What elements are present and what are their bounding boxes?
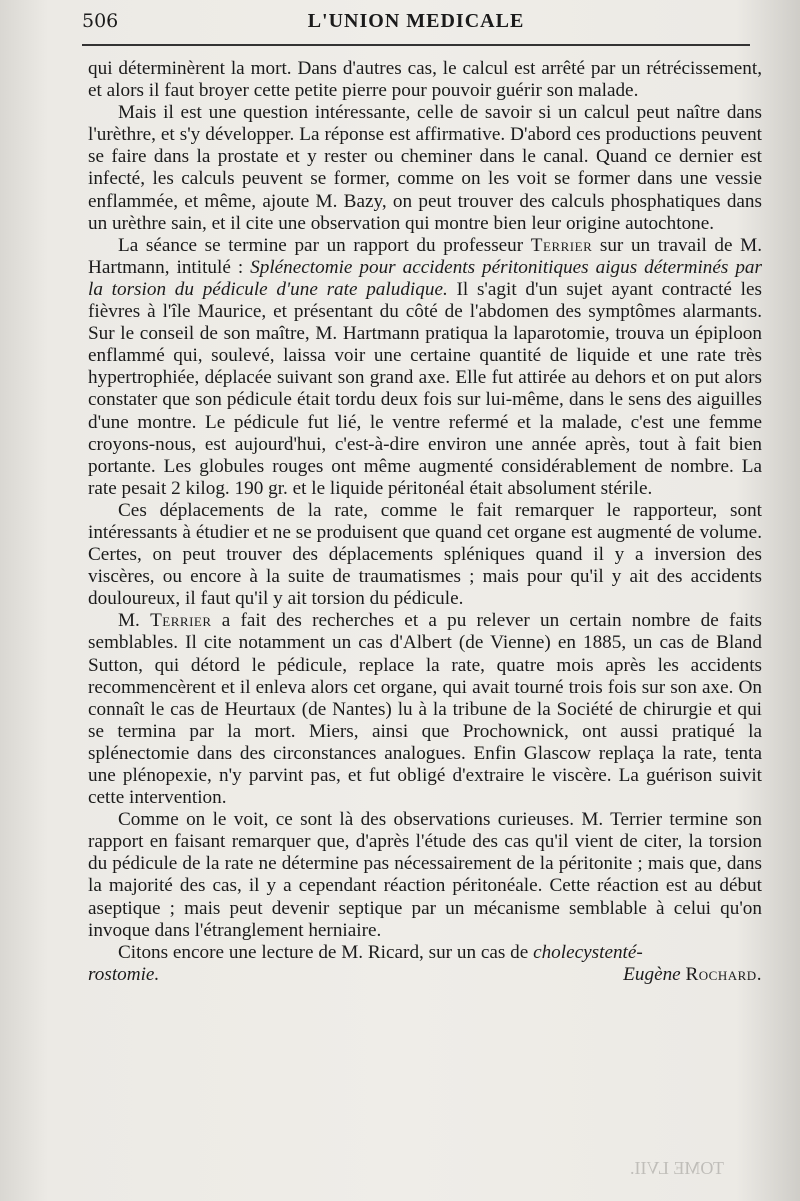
- paragraph-text: Comme on le voit, ce sont là des observations curieuses. M. Terrier termine son rapport en faisant remarquer que, d'après l'étude des cas qu'il vient de citer, la torsion du pédicule de la rate ne détermine pas nécessairement de la péritonite ; mais que, dans la majorité des cas, il y a cependant réaction péritonéale. Cette réaction est au début aseptique ; mais peut devenir septique par un mécanisme semblable à celui qu'on invoque dans l'étranglement herniaire.: [88, 809, 762, 941]
- paragraph-5: [88, 610, 762, 809]
- running-header: [82, 10, 750, 40]
- journal-title: L'UNION MEDICALE: [307, 10, 525, 32]
- cited-procedure: cholecystenté-: [533, 941, 643, 963]
- paragraph-2: [88, 102, 762, 235]
- paragraph-1: [88, 58, 762, 102]
- paragraph-7: [88, 942, 762, 964]
- paragraph-6: [88, 809, 762, 942]
- article-body: [88, 58, 762, 986]
- author-name-terrier: Terrier: [150, 610, 212, 632]
- author-name-terrier: Terrier: [530, 234, 593, 256]
- page-number: 506: [82, 10, 119, 32]
- signature-surname: Rochard.: [685, 963, 762, 985]
- paragraph-4: [88, 500, 762, 610]
- signature-line: [88, 964, 762, 986]
- paragraph-text: sur un travail de M. Hartmann, intitulé :: [88, 234, 762, 278]
- signature: [623, 964, 762, 986]
- signature-first-name: Eugène: [623, 963, 686, 985]
- cited-procedure-end: rostomie.: [88, 963, 160, 985]
- paragraph-text: Ces déplacements de la rate, comme le fait remarquer le rapporteur, sont intéressants à étudier et ne se produisent que quand cet organe est augmenté de volume. Certes, on peut trouver des déplacements spléniques quand il y a inversion des viscères, ou encore à la suite de traumatismes ; mais pour qu'il y ait des accidents douloureux, il faut qu'il y ait torsion du pédicule.: [88, 499, 762, 610]
- paragraph-text: Mais il est une question intéressante, celle de savoir si un calcul peut naître dans l'urèthre, et s'y développer. La réponse est affirmative. D'abord ces productions peuvent se faire dans la prostate et y rester ou cheminer dans le canal. Quand ce dernier est infecté, les calculs peuvent se former, comme on les voit se former dans une vessie enflammée, et même, ajoute M. Bazy, on peut trouver des calculs phosphatiques dans un urèthre sain, et il cite une observation qui montre bien leur origine autochtone.: [88, 102, 762, 234]
- paragraph-text: a fait des recherches et a pu relever un certain nombre de faits semblables. Il cite notamment un cas d'Albert (de Vienne) en 1885, un cas de Bland Sutton, qui détord le pédicule, replace la rate, quatre mois après les accidents recommencèrent et il enleva alors cet organe, qui avait tourné trois fois sur son axe. On connaît le cas de Heurtaux (de Nantes) lu à la tribune de la Société de chirurgie et qui se termina par la mort. Miers, ainsi que Prochownick, ont aussi pratiqué la splénectomie dans des circonstances analogues. Enfin Glascow replaça la rate, tenta une plénopexie, n'y parvint pas, et fut obligé d'extraire le viscère. La guérison suivit cette intervention.: [88, 610, 762, 809]
- cited-title: Splénectomie pour accidents péritonitiques aigus déterminés par la torsion du pédicule d'une rate paludique.: [88, 256, 762, 300]
- paragraph-text: La séance se termine par un rapport du professeur: [118, 234, 531, 256]
- paragraph-text: Il s'agit d'un sujet ayant contracté les fièvres à l'île Maurice, et présentant du côté de l'abdomen des symptômes alarmants. Sur le conseil de son maître, M. Hartmann pratiqua la laparotomie, trouva un épiploon enflammé qui, soulevé, laissa voir une certaine quantité de liquide et une rate très hypertrophiée, déplacée suivant son grand axe. Elle fut attirée au dehors et on put alors constater que son pédicule était tordu deux fois sur lui-même, dans le sens des aiguilles d'une montre. Le pédicule fut lié, le ventre refermé et la malade, c'est une femme croyons-nous, est aujourd'hui, c'est-à-dire environ une année après, tout à fait bien portante. Les globules rouges ont même augmenté considérablement de nombre. La rate pesait 2 kilog. 190 gr. et le liquide péritonéal était absolument stérile.: [88, 278, 762, 499]
- paragraph-text: Citons encore une lecture de M. Ricard, sur un cas de: [118, 941, 534, 963]
- paragraph-3: [88, 235, 762, 500]
- bleed-through-folio: TOME LVII.: [630, 1158, 724, 1178]
- paragraph-text: qui déterminèrent la mort. Dans d'autres cas, le calcul est arrêté par un rétrécissement, et alors il faut broyer cette petite pierre pour pouvoir guérir son malade.: [88, 58, 762, 102]
- paragraph-text: M.: [118, 610, 151, 632]
- header-rule: [82, 44, 750, 46]
